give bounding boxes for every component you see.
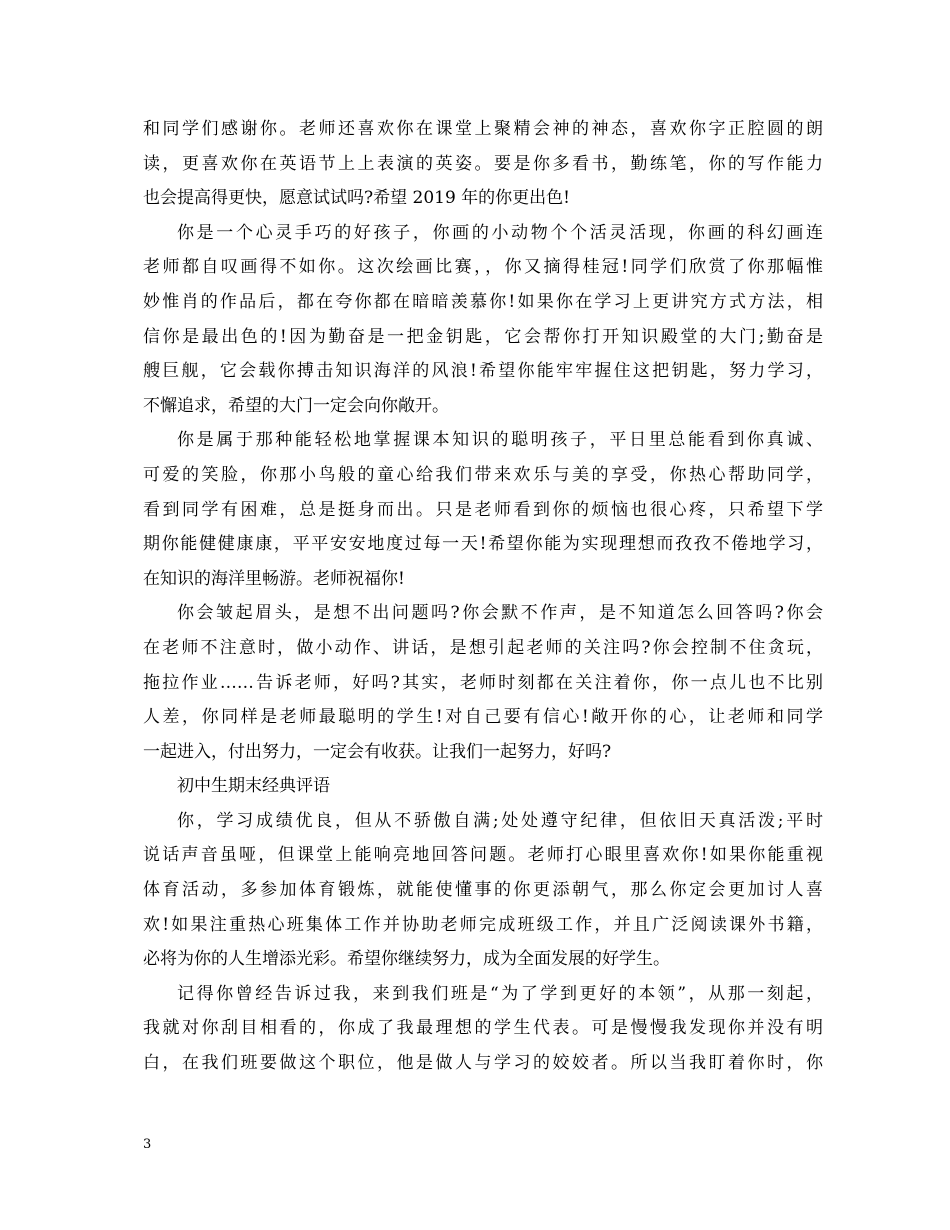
text-line: 也会提高得更快，愿意试试吗?希望 2019 年的你更出色! [143, 188, 571, 209]
text-line: 必将为你的人生增添光彩。希望你继续努力，成为全面发展的好学生。 [143, 949, 670, 970]
text-line: 体育活动，多参加体育锻炼，就能使懂事的你更添朝气，那么你定会更加讨人喜 [143, 880, 823, 901]
text-line: 信你是最出色的!因为勤奋是一把金钥匙，它会帮你打开知识殿堂的大门;勤奋是 [143, 326, 823, 347]
text-line: 在知识的海洋里畅游。老师祝福你! [143, 568, 405, 589]
text-line: 在老师不注意时，做小动作、讲话，是想引起老师的关注吗?你会控制不住贪玩， [143, 637, 823, 658]
text-line: 你是一个心灵手巧的好孩子，你画的小动物个个活灵活现，你画的科幻画连 [177, 222, 823, 243]
text-line: 艘巨舰，它会载你搏击知识海洋的风浪!希望你能牢牢握住这把钥匙，努力学习， [143, 361, 823, 382]
document-body [143, 112, 823, 1081]
text-line: 和同学们感谢你。老师还喜欢你在课堂上聚精会神的神态，喜欢你字正腔圆的朗 [143, 119, 823, 139]
text-line: 不懈追求，希望的大门一定会向你敞开。 [143, 395, 449, 416]
text-line: 妙惟肖的作品后，都在夸你都在暗暗羡慕你!如果你在学习上更讲究方式方法，相 [143, 291, 823, 312]
text-line: 欢!如果注重热心班集体工作并协助老师完成班级工作，并且广泛阅读课外书籍， [143, 914, 823, 935]
text-line: 读，更喜欢你在英语节上上表演的英姿。要是你多看书，勤练笔，你的写作能力 [143, 153, 823, 174]
text-line: 初中生期末经典评语 [177, 776, 330, 797]
text-line: 老师都自叹画得不如你。这次绘画比赛，，你又摘得桂冠!同学们欣赏了你那幅惟 [143, 257, 823, 278]
page-number: 3 [143, 1137, 152, 1152]
text-line: 人差，你同样是老师最聪明的学生!对自己要有信心!敞开你的心，让老师和同学 [143, 707, 823, 728]
text-line: 说话声音虽哑，但课堂上能响亮地回答问题。老师打心眼里喜欢你!如果你能重视 [143, 845, 823, 866]
text-line: 你是属于那种能轻松地掌握课本知识的聪明孩子，平日里总能看到你真诚、 [177, 430, 823, 451]
text-line: 一起进入，付出努力，一定会有收获。让我们一起努力，好吗? [143, 741, 612, 762]
text-line: 看到同学有困难，总是挺身而出。只是老师看到你的烦恼也很心疼，只希望下学 [143, 499, 823, 520]
text-line: 期你能健健康康，平平安安地度过每一天!希望你能为实现理想而孜孜不倦地学习， [143, 534, 823, 555]
text-line: 我就对你刮目相看的，你成了我最理想的学生代表。可是慢慢我发现你并没有明 [143, 1018, 823, 1039]
text-line: 拖拉作业……告诉老师，好吗?其实，老师时刻都在关注着你，你一点儿也不比别 [143, 672, 823, 693]
text-line: 记得你曾经告诉过我，来到我们班是“为了学到更好的本领”，从那一刻起， [177, 983, 823, 1004]
text-line: 可爱的笑脸，你那小鸟般的童心给我们带来欢乐与美的享受，你热心帮助同学， [143, 464, 823, 485]
text-line: 白，在我们班要做这个职位，他是做人与学习的姣姣者。所以当我盯着你时，你 [143, 1053, 823, 1074]
text-line: 你，学习成绩优良，但从不骄傲自满;处处遵守纪律，但依旧天真活泼;平时 [177, 810, 823, 831]
text-line: 你会皱起眉头，是想不出问题吗?你会默不作声，是不知道怎么回答吗?你会 [177, 603, 823, 624]
